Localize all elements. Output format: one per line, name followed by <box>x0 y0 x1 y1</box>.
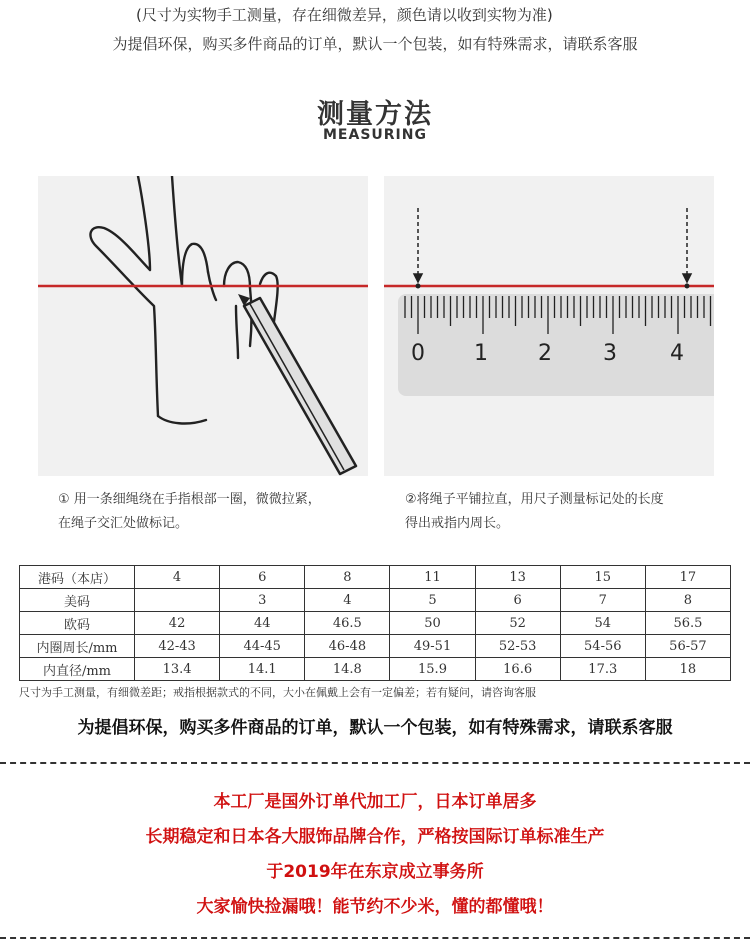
row-header: 港码（本店） <box>20 566 135 589</box>
mark-arrow-right-icon <box>683 208 691 289</box>
table-cell: 44-45 <box>220 635 305 658</box>
table-cell <box>135 589 220 612</box>
promo-line: 本工厂是国外订单代加工厂，日本订单居多 <box>213 792 537 812</box>
table-cell: 42 <box>135 612 220 635</box>
table-cell: 6 <box>475 589 560 612</box>
row-header: 欧码 <box>20 612 135 635</box>
table-cell: 56.5 <box>645 612 730 635</box>
table-row <box>20 612 731 635</box>
table-cell: 7 <box>560 589 645 612</box>
ruler-label: 1 <box>474 341 488 366</box>
table-cell: 46-48 <box>305 635 390 658</box>
table-cell: 17 <box>645 566 730 589</box>
table-cell: 15 <box>560 566 645 589</box>
ruler-illustration <box>384 176 714 476</box>
ruler-body <box>398 294 714 396</box>
promo-line: 长期稳定和日本各大服饰品牌合作，严格按国际订单标准生产 <box>145 827 605 847</box>
step-1-caption <box>58 488 368 536</box>
hand-illustration-panel <box>38 176 368 476</box>
table-cell: 11 <box>390 566 475 589</box>
packaging-notice: 为提倡环保，购买多件商品的订单，默认一个包装，如有特殊需求，请联系客服 <box>77 718 673 738</box>
table-cell: 8 <box>645 589 730 612</box>
table-cell: 14.8 <box>305 658 390 681</box>
table-cell: 50 <box>390 612 475 635</box>
table-row <box>20 566 731 589</box>
table-cell: 54 <box>560 612 645 635</box>
table-row <box>20 658 731 681</box>
notice-top <box>0 4 750 54</box>
finger-outline <box>172 176 182 286</box>
divider-top <box>0 762 750 764</box>
table-cell: 42-43 <box>135 635 220 658</box>
step-2-line2: 得出戒指内周长。 <box>405 516 510 531</box>
mark-arrow-left-icon <box>414 208 422 289</box>
page-title: 测量方法 <box>317 99 433 130</box>
row-header: 内直径/mm <box>20 658 135 681</box>
step-2-line1: ②将绳子平铺拉直，用尺子测量标记处的长度 <box>405 492 664 507</box>
table-cell: 15.9 <box>390 658 475 681</box>
table-cell: 54-56 <box>560 635 645 658</box>
table-cell: 18 <box>645 658 730 681</box>
hand-with-string-illustration <box>38 176 368 476</box>
table-cell: 46.5 <box>305 612 390 635</box>
table-cell: 44 <box>220 612 305 635</box>
table-cell: 56-57 <box>645 635 730 658</box>
table-cell: 4 <box>305 589 390 612</box>
size-footnote: 尺寸为手工测量，有细微差距；戒指根据款式的不同，大小在佩戴上会有一定偏差；若有疑问，请咨询客服 <box>19 686 536 699</box>
table-cell: 13 <box>475 566 560 589</box>
table-cell: 52 <box>475 612 560 635</box>
pencil-icon <box>238 294 356 474</box>
ruler-label: 0 <box>411 341 425 366</box>
ruler-label: 2 <box>538 341 552 366</box>
size-table <box>19 565 731 681</box>
ruler-illustration-panel <box>384 176 714 476</box>
table-row <box>20 589 731 612</box>
notice-top-line1: (尺寸为实物手工测量，存在细微差异，颜色请以收到实物为准) <box>136 6 553 24</box>
table-cell: 13.4 <box>135 658 220 681</box>
table-cell: 3 <box>220 589 305 612</box>
promo-line: 大家愉快捡漏哦！能节约不少米，懂的都懂哦！ <box>196 897 554 917</box>
table-cell: 49-51 <box>390 635 475 658</box>
table-cell: 6 <box>220 566 305 589</box>
row-header: 美码 <box>20 589 135 612</box>
step-1-line2: 在绳子交汇处做标记。 <box>58 516 189 531</box>
table-cell: 17.3 <box>560 658 645 681</box>
row-header: 内圈周长/mm <box>20 635 135 658</box>
step-2-caption <box>405 488 715 536</box>
step-1-line1: ① 用一条细绳绕在手指根部一圈，微微拉紧， <box>58 492 321 507</box>
divider-bottom <box>0 937 750 939</box>
table-cell: 4 <box>135 566 220 589</box>
table-row <box>20 635 731 658</box>
page-subtitle: MEASURING <box>323 127 427 143</box>
notice-top-line2: 为提倡环保，购买多件商品的订单，默认一个包装，如有特殊需求，请联系客服 <box>112 35 638 53</box>
ruler-label: 3 <box>603 341 617 366</box>
table-cell: 8 <box>305 566 390 589</box>
table-cell: 14.1 <box>220 658 305 681</box>
table-cell: 5 <box>390 589 475 612</box>
ruler-label: 4 <box>670 341 684 366</box>
table-cell: 16.6 <box>475 658 560 681</box>
promo-line: 于2019年在东京成立事务所 <box>266 862 484 882</box>
table-cell: 52-53 <box>475 635 560 658</box>
hand-outline <box>90 176 158 416</box>
